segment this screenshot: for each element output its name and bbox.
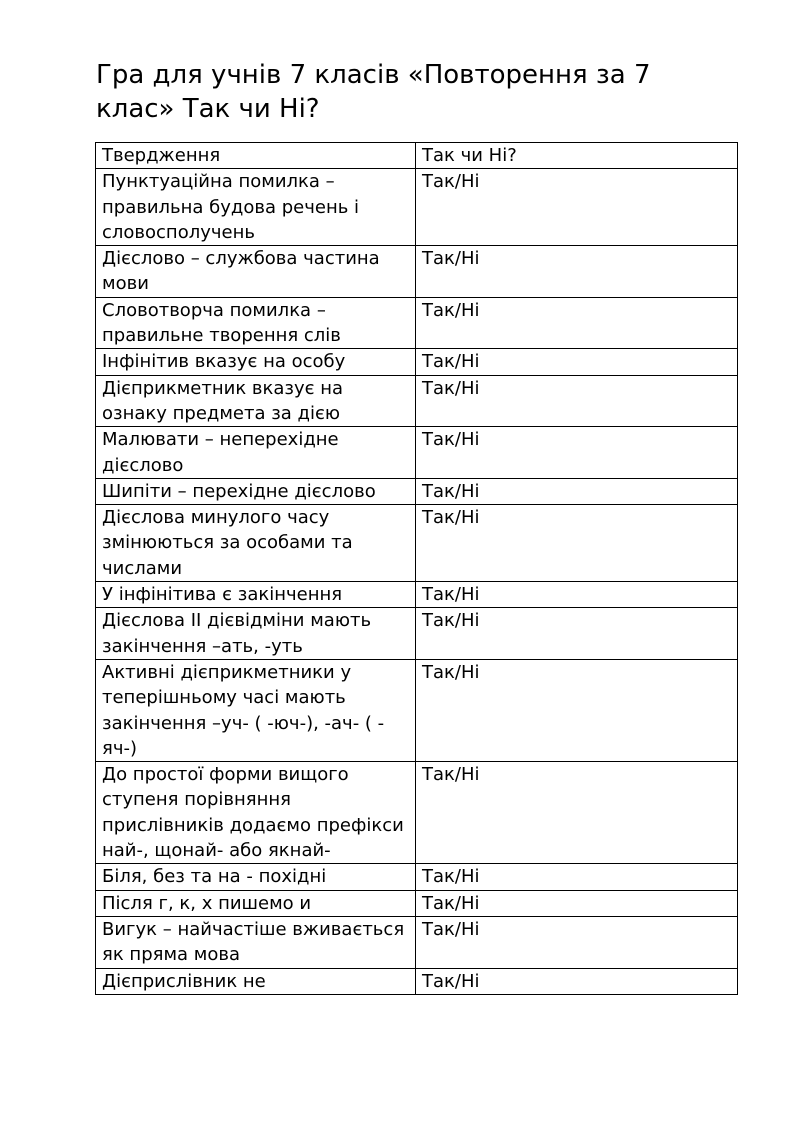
- table-row: [96, 968, 738, 994]
- answer-cell: Так/Ні: [416, 349, 738, 375]
- answer-cell: Так/Ні: [416, 762, 738, 864]
- table-row: [96, 505, 738, 582]
- statement-cell: Інфінітив вказує на особу: [96, 349, 416, 375]
- table-row: [96, 478, 738, 504]
- statement-cell: Активні дієприкметники у теперішньому часі мають закінчення –уч- ( -юч-), -ач- ( - яч-): [96, 659, 416, 761]
- answer-cell: Так/Ні: [416, 297, 738, 349]
- answer-cell: Так/Ні: [416, 505, 738, 582]
- statement-cell: У інфінітива є закінчення: [96, 582, 416, 608]
- table-row: [96, 169, 738, 246]
- table-row: [96, 582, 738, 608]
- answer-cell: Так/Ні: [416, 916, 738, 968]
- header-answer: Так чи Ні?: [416, 143, 738, 169]
- answer-cell: Так/Ні: [416, 169, 738, 246]
- table-body: [96, 143, 738, 995]
- statement-cell: Дієприкметник вказує на ознаку предмета за дією: [96, 375, 416, 427]
- answer-cell: Так/Ні: [416, 890, 738, 916]
- statement-cell: Малювати – неперехідне дієслово: [96, 427, 416, 479]
- table-row: [96, 297, 738, 349]
- table-row: [96, 246, 738, 298]
- answer-cell: Так/Ні: [416, 427, 738, 479]
- table-header-row: [96, 143, 738, 169]
- statements-table: [95, 142, 738, 995]
- statement-cell: Дієслово – службова частина мови: [96, 246, 416, 298]
- header-statement: Твердження: [96, 143, 416, 169]
- answer-cell: Так/Ні: [416, 582, 738, 608]
- statement-cell: Вигук – найчастіше вживається як пряма мова: [96, 916, 416, 968]
- table-row: [96, 916, 738, 968]
- table-row: [96, 890, 738, 916]
- table-row: [96, 349, 738, 375]
- statement-cell: Після г, к, х пишемо и: [96, 890, 416, 916]
- table-row: [96, 659, 738, 761]
- statement-cell: Дієприслівник не: [96, 968, 416, 994]
- answer-cell: Так/Ні: [416, 608, 738, 660]
- answer-cell: Так/Ні: [416, 968, 738, 994]
- statement-cell: Дієслова ІІ дієвідміни мають закінчення –ать, -уть: [96, 608, 416, 660]
- statement-cell: Пунктуаційна помилка – правильна будова речень і словосполучень: [96, 169, 416, 246]
- table-row: [96, 375, 738, 427]
- answer-cell: Так/Ні: [416, 375, 738, 427]
- answer-cell: Так/Ні: [416, 864, 738, 890]
- answer-cell: Так/Ні: [416, 659, 738, 761]
- answer-cell: Так/Ні: [416, 478, 738, 504]
- page-title: Гра для учнів 7 класів «Повторення за 7 клас» Так чи Ні?: [96, 60, 651, 124]
- answer-cell: Так/Ні: [416, 246, 738, 298]
- statement-cell: Шипіти – перехідне дієслово: [96, 478, 416, 504]
- statement-cell: Біля, без та на - похідні: [96, 864, 416, 890]
- table-row: [96, 762, 738, 864]
- statement-cell: До простої форми вищого ступеня порівняння прислівників додаємо префікси най-, щонай- або якнай-: [96, 762, 416, 864]
- table-row: [96, 608, 738, 660]
- table-row: [96, 427, 738, 479]
- table-row: [96, 864, 738, 890]
- statement-cell: Дієслова минулого часу змінюються за особами та числами: [96, 505, 416, 582]
- statement-cell: Словотворча помилка – правильне творення слів: [96, 297, 416, 349]
